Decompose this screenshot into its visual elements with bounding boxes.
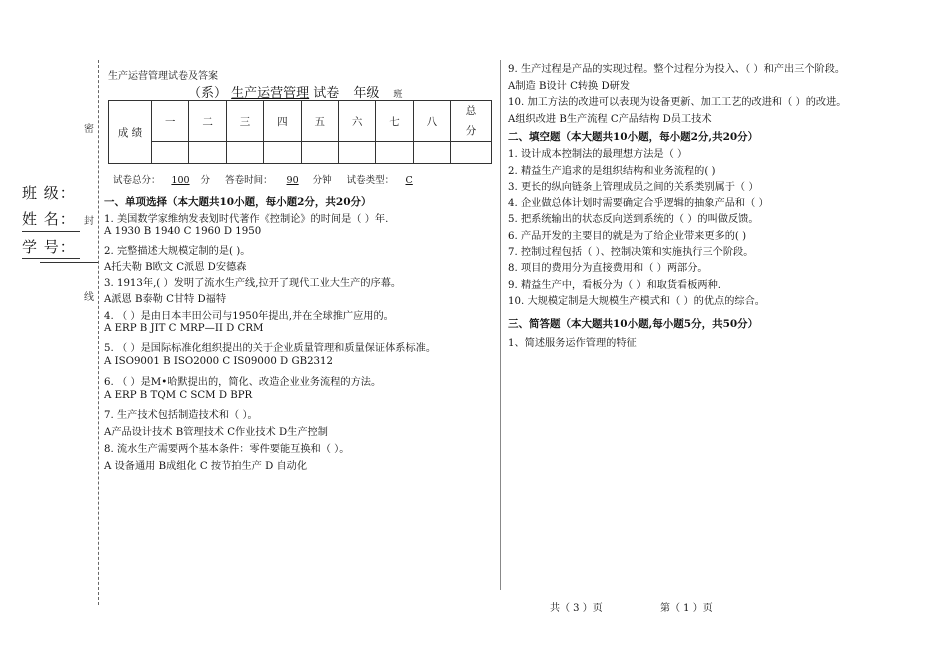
score-cell-8 — [413, 142, 450, 164]
s2-line-5: 5. 把系统输出的状态反向送到系统的（ ）的叫做反馈。 — [508, 214, 759, 225]
s2-line-2: 2. 精益生产追求的是组织结构和业务流程的( ) — [508, 166, 716, 177]
total-char-1: 总 — [465, 105, 477, 117]
score-cell-7 — [376, 142, 413, 164]
s1-line-7: 4. （ ）是由日本丰田公司与1950年提出,并在全球推广应用的。 — [104, 311, 394, 322]
s1-line-16: A 设备通用 B成组化 C 按节拍生产 D 自动化 — [104, 461, 308, 472]
score-cell-total — [451, 142, 492, 164]
class-suffix: 班 — [393, 90, 403, 100]
score-col-8: 八 — [413, 101, 450, 142]
section2-heading: 二、填空题（本大题共10小题，每小题2分,共20分） — [508, 131, 759, 143]
seal-char-mi: 密 — [84, 124, 94, 135]
binding-line — [98, 60, 99, 605]
course-name: 生产运营管理 — [231, 86, 310, 101]
s1-line-1: 1. 美国数学家维纳发表划时代著作《控制论》的时间是（ ）年. — [104, 214, 389, 225]
time-value: 90 — [286, 175, 299, 186]
s2-line-6: 6. 产品开发的主要目的就是为了给企业带来更多的( ) — [508, 231, 747, 242]
score-col-5: 五 — [301, 101, 338, 142]
name-blank — [22, 258, 80, 259]
total-char-2: 分 — [465, 125, 477, 137]
s1-line-13: 7. 生产技术包括制造技术和（ ）。 — [104, 410, 258, 421]
s1-line-9: 5. （ ）是国际标准化组织提出的关于企业质量管理和质量保证体系标准。 — [104, 343, 437, 354]
score-col-7: 七 — [376, 101, 413, 142]
score-total-header — [451, 101, 492, 142]
class-label: 班 级： — [22, 184, 76, 202]
s2-line-8: 8. 项目的费用分为直接费用和（ ）两部分。 — [508, 263, 708, 274]
score-cell-4 — [264, 142, 301, 164]
footer-page-number: 第（ 1 ）页 — [660, 603, 713, 614]
s1-line-5: 3. 1913年,( ）发明了流水生产线,拉开了现代工业大生产的序幕。 — [104, 278, 402, 289]
score-col-3: 三 — [226, 101, 263, 142]
s2-line-1: 1. 设计成本控制法的最理想方法是（ ） — [508, 149, 688, 160]
score-cell-5 — [301, 142, 338, 164]
s2-line-3: 3. 更长的纵向链条上管理成员之间的关系类别属于（ ） — [508, 182, 759, 193]
dept-prefix: （系） — [188, 86, 228, 101]
score-cell-2 — [189, 142, 226, 164]
s1-line-8: A ERP B JIT C MRP—II D CRM — [104, 323, 264, 334]
class-blank — [22, 231, 80, 232]
name-label: 姓 名： — [22, 210, 76, 228]
doc-title: 生产运营管理试卷及答案 — [108, 71, 218, 82]
total-score-unit: 分 — [200, 175, 211, 186]
score-cell-3 — [226, 142, 263, 164]
s2-line-4: 4. 企业做总体计划时需要确定合乎逻辑的抽象产品和（ ） — [508, 198, 769, 209]
score-col-6: 六 — [338, 101, 375, 142]
seal-char-xian: 线 — [84, 292, 94, 303]
score-col-4: 四 — [264, 101, 301, 142]
s1-line-12: A ERP B TQM C SCM D BPR — [104, 390, 253, 401]
type-value: C — [405, 175, 413, 186]
s1-line-10: A ISO9001 B ISO2000 C IS09000 D GB2312 — [104, 356, 333, 367]
score-col-1: 一 — [152, 101, 189, 142]
exam-title-line — [188, 82, 402, 101]
r-line-3: 10. 加工方法的改进可以表现为设备更新、加工工艺的改进和（ ）的改进。 — [508, 97, 847, 108]
s2-line-10: 10. 大规模定制是大规模生产模式和（ ）的优点的综合。 — [508, 296, 765, 307]
s3-line-1: 1、简述服务运作管理的特征 — [508, 338, 637, 349]
r-line-4: A组织改进 B生产流程 C产品结构 D员工技术 — [508, 114, 712, 125]
s1-line-6: A派恩 B泰勒 C甘特 D福特 — [104, 294, 227, 305]
section3-heading: 三、简答题（本大题共10小题,每小题5分，共50分） — [508, 318, 759, 330]
column-divider — [500, 60, 501, 590]
time-unit: 分钟 — [312, 175, 332, 186]
s1-line-3: 2. 完整描述大规模定制的是( )。 — [104, 246, 251, 257]
score-col-2: 二 — [189, 101, 226, 142]
seal-char-feng: 封 — [84, 216, 94, 227]
time-label: 答卷时间： — [225, 175, 273, 186]
exam-info — [113, 172, 424, 186]
s1-line-11: 6. （ ）是M•哈默提出的，简化、改造企业业务流程的方法。 — [104, 377, 382, 388]
s1-line-15: 8. 流水生产需要两个基本条件：零件要能互换和（ ）。 — [104, 444, 350, 455]
section1-heading: 一、单项选择（本大题共10小题，每小题2分，共20分） — [104, 196, 372, 208]
exam-word: 试卷 — [309, 86, 340, 101]
total-score-value: 100 — [171, 175, 190, 186]
score-row-label: 成 绩 — [109, 101, 152, 164]
score-table — [108, 100, 492, 164]
r-line-2: A制造 B设计 C转换 D研发 — [508, 81, 631, 92]
id-blank — [40, 262, 98, 263]
r-line-1: 9. 生产过程是产品的实现过程。整个过程分为投入、（ ）和产出三个阶段。 — [508, 64, 846, 75]
s1-line-2: A 1930 B 1940 C 1960 D 1950 — [104, 226, 262, 237]
total-score-label: 试卷总分： — [113, 175, 161, 186]
type-label: 试卷类型： — [346, 175, 395, 186]
grade-suffix: 年级 — [353, 86, 380, 101]
footer-total-pages: 共（ 3 ）页 — [550, 603, 603, 614]
s2-line-7: 7. 控制过程包括（ ）、控制决策和实施执行三个阶段。 — [508, 247, 754, 258]
score-cell-6 — [338, 142, 375, 164]
score-cell-1 — [152, 142, 189, 164]
s1-line-4: A托夫勒 B欧文 C派恩 D安德森 — [104, 262, 247, 273]
s1-line-14: A产品设计技术 B管理技术 C作业技术 D生产控制 — [104, 427, 328, 438]
student-id-label: 学 号： — [22, 238, 76, 256]
s2-line-9: 9. 精益生产中，看板分为（ ）和取货看板两种. — [508, 280, 721, 291]
